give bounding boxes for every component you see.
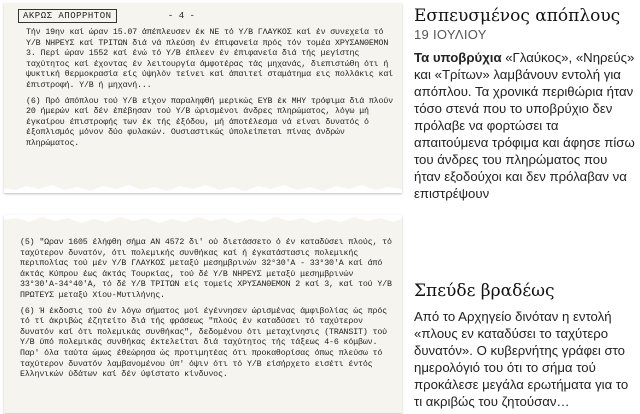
- document-paragraph: Τήν 19ην καί ώραν 15.07 άπέπλευσεν έκ ΝΕ τό Υ/Β ΓΛΑΥΚΟΣ καί έν συνεχεία τό Υ/Β ΝΗΡΕΥΣ καί ΤΡΙΤΩΝ διά νά πλεύση έν έπιφανεία πρός τόν τομέα ΧΡΥΣΑΝΘΕΜΟΝ 3. Περί ώραν 1552 καί ένώ τό Υ/Β έπλεεν έν έπιφανεία διά τής μεγίστης ταχύτητος καί έχοντας έν λειτουργία άμφοτέρας τάς μηχανάς, διεπιστώθη ότι ή ψυκτική θερμοκρασία είς ύψηλόν τείνει καί άπαιτεί σταμάτημα εις πολλάκις καί έπιστροφή. Υ/Β ή μηχανή...: [26, 28, 398, 90]
- caption-section-1: [414, 6, 636, 202]
- classification-label: ΑΚΡΩΣ ΑΠΟΡΡΗΤΟΝ: [18, 9, 117, 23]
- page-mark: - 4 -: [167, 11, 195, 21]
- section-body: [414, 49, 636, 202]
- torn-edge-decoration: [4, 182, 402, 193]
- section-lead: Τα υποβρύχια: [414, 50, 502, 65]
- typed-document-page-1: [4, 3, 402, 193]
- torn-edge-decoration: [4, 215, 402, 226]
- document-paragraph: (5) "Ωραν 1605 έλήφθη σήμα ΑΝ 4572 δι' ού διετάσσετο ό έν καταδύσει πλούς, τό ταχύτερον δυνατόν, ότι πολεμικής συνθήκας καί ή έγκατάστασις πολεμικής περιπολίας τού μέν Υ/Β ΓΛΑΥΚΟΣ μεταξύ μεσημβρινών 32°30'Α - 33°30'Α καί άπό άκτάς Κύπρου έως άκτάς Τουρκίας, τού δέ Υ/Β ΝΗΡΕΥΣ μεταξύ μεσημβρινών 33°30'Α-34°40'Α, τό δέ Υ/Β ΤΡΙΤΩΝ είς τομείς ΧΡΥΣΑΝΘΕΜΟΝ 2 καί 3, καί τού Υ/Β ΠΡΩΤΕΥΣ μεταξύ Χίου-Μυτιλήνης.: [20, 238, 397, 300]
- typed-document-page-2: [4, 215, 402, 413]
- section-date: 19 ΙΟΥΛΙΟΥ: [414, 27, 487, 42]
- section-text: «Γλαύκος», «Νηρεύς» και «Τρίτων» λαμβάνουν εντολή για απόπλου. Τα χρονικά περιθώρια ήταν τόσο στενά που το υποβρύχιο δεν πρόλαβε να φορτώσει τα απαιτούμενα τρόφιμα και άφησε πίσω του άνδρες του πληρώματος που ήταν εξοδούχοι και δεν πρόλαβαν να επιστρέψουν: [414, 50, 635, 201]
- document-header: [18, 11, 195, 21]
- document-paragraph: (6) Πρό άπόπλου τού Υ/Β είχον παραληφθή μερικώς ΕΥΒ έκ ΜΗΥ τρόφιμα διά πλούν 20 ήμερών καί δέν έπέβησαν τού Υ/Β ώρισμένοι άνδρες πληρώματος, λόγω μή έγκαίρου έπιστροφής των έκ τής έξόδου, μή άποτέλεσμα νά είναι δυνατός ό έξοπλισμός μόνον δύο φυλακών. Ουσιαστικώς ύπολείπεται πίνας άνδρών πληρώματος.: [26, 96, 398, 148]
- section-body: Από το Αρχηγείο δινόταν η εντολή «πλους εν καταδύσει το ταχύτερο δυνατόν». Ο κυβερνήτης γράφει στο ημερολόγιό του ότι το σήμα τού προκάλεσε μεγάλα ερωτήματα για το τι ακριβώς του ζητούσαν…: [414, 309, 629, 409]
- caption-section-2: [414, 281, 636, 410]
- document-paragraph: (6) Ή έκδοσις τού έν λόγω σήματος μοί έγέννησεν ώρισμένας άμφιβολίας ώς πρός τό τί άκριβώς έζητείτο διά τής φράσεως "πλούς έν καταδύσει τό ταχύτερον δυνατόν καί ότι πολεμικάς συνθήκας", δεδομένου ότι μεταχίνησις (TRANSIT) τού Υ/Β ύπό πολεμικάς συνθήκας έκτελείται διά ταχύτητος τής τάξεως 4-6 κόμβων. Παρ' όλα ταύτα ώμως έθεώρησα ώς προτιμητέας ότι προκαθορίσας όπως πλεύσω τό ταχύτερον δυνατόν λαμβανομένου ύπ' όψιν ότι τό Υ/Β είσήρχετο εισέτι έντός Ελληνικών ύδάτων καί δέν ύφίστατο κίνδυνος.: [20, 306, 392, 380]
- section-title: Εσπευσμένος απόπλους: [414, 6, 621, 26]
- document-text: [26, 28, 396, 155]
- document-text: [20, 238, 398, 386]
- section-title: Σπεύδε βραδέως: [414, 281, 555, 301]
